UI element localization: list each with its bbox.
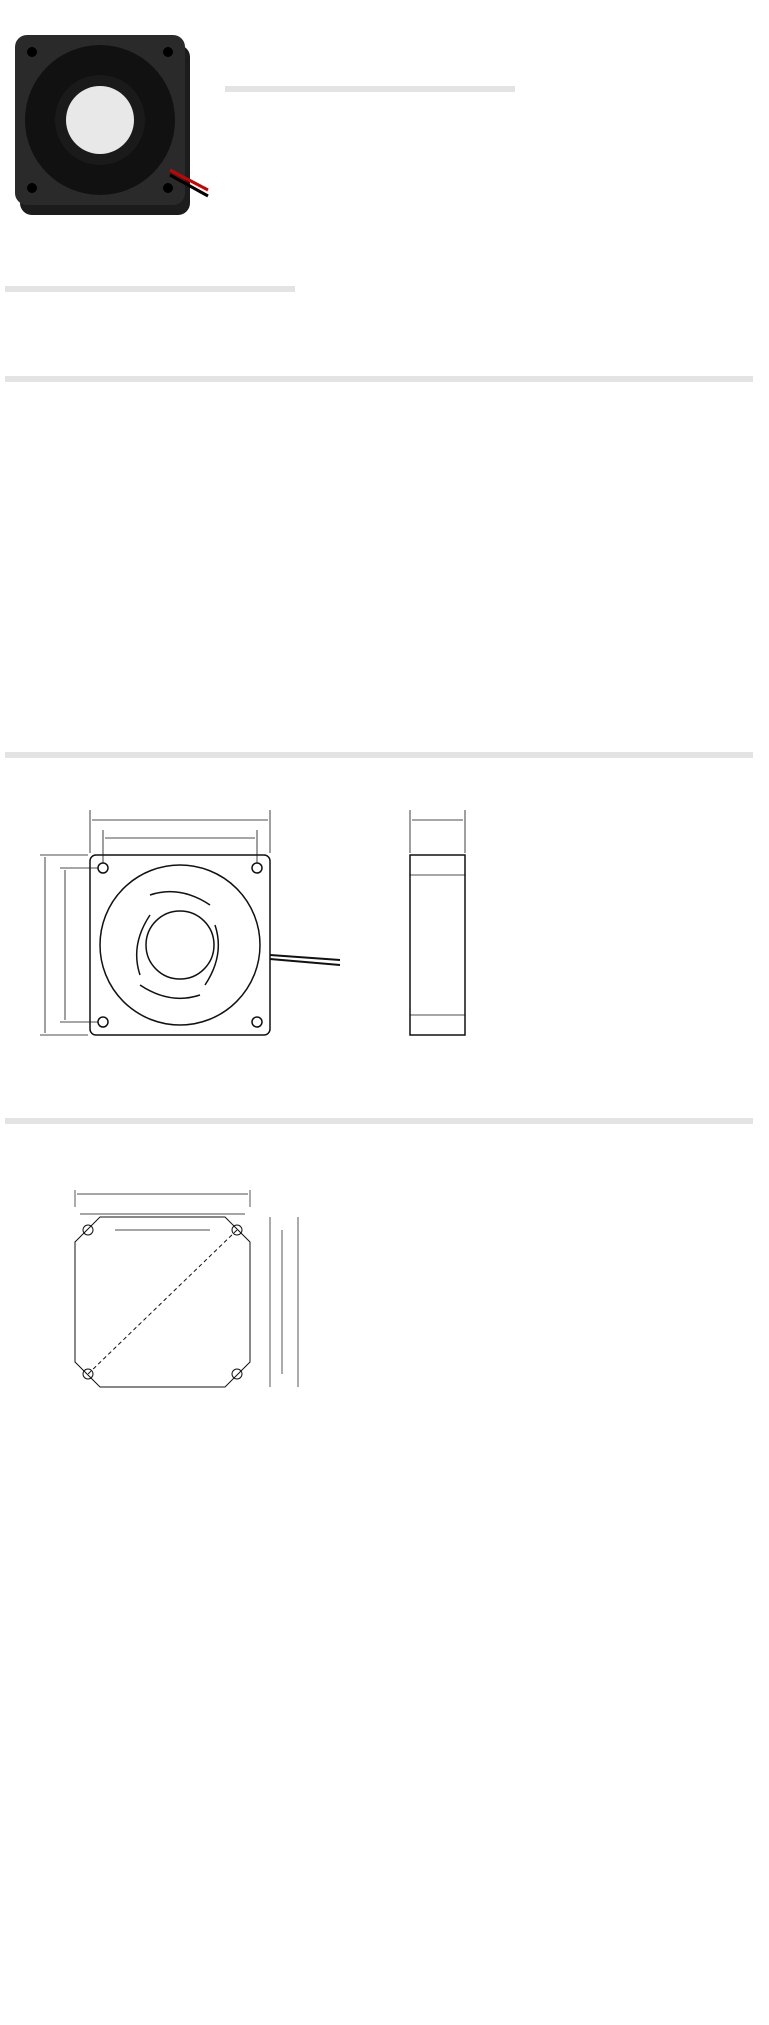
features-title	[225, 86, 515, 92]
holes-bar	[5, 1118, 753, 1124]
airflow-chart	[0, 410, 320, 750]
install-hole-drawing	[0, 1142, 400, 1407]
dimension-drawing	[0, 775, 769, 1115]
spec-title	[5, 286, 295, 292]
product-photo	[10, 20, 210, 220]
dimensions-bar	[5, 752, 753, 758]
performance-bar	[5, 376, 753, 382]
